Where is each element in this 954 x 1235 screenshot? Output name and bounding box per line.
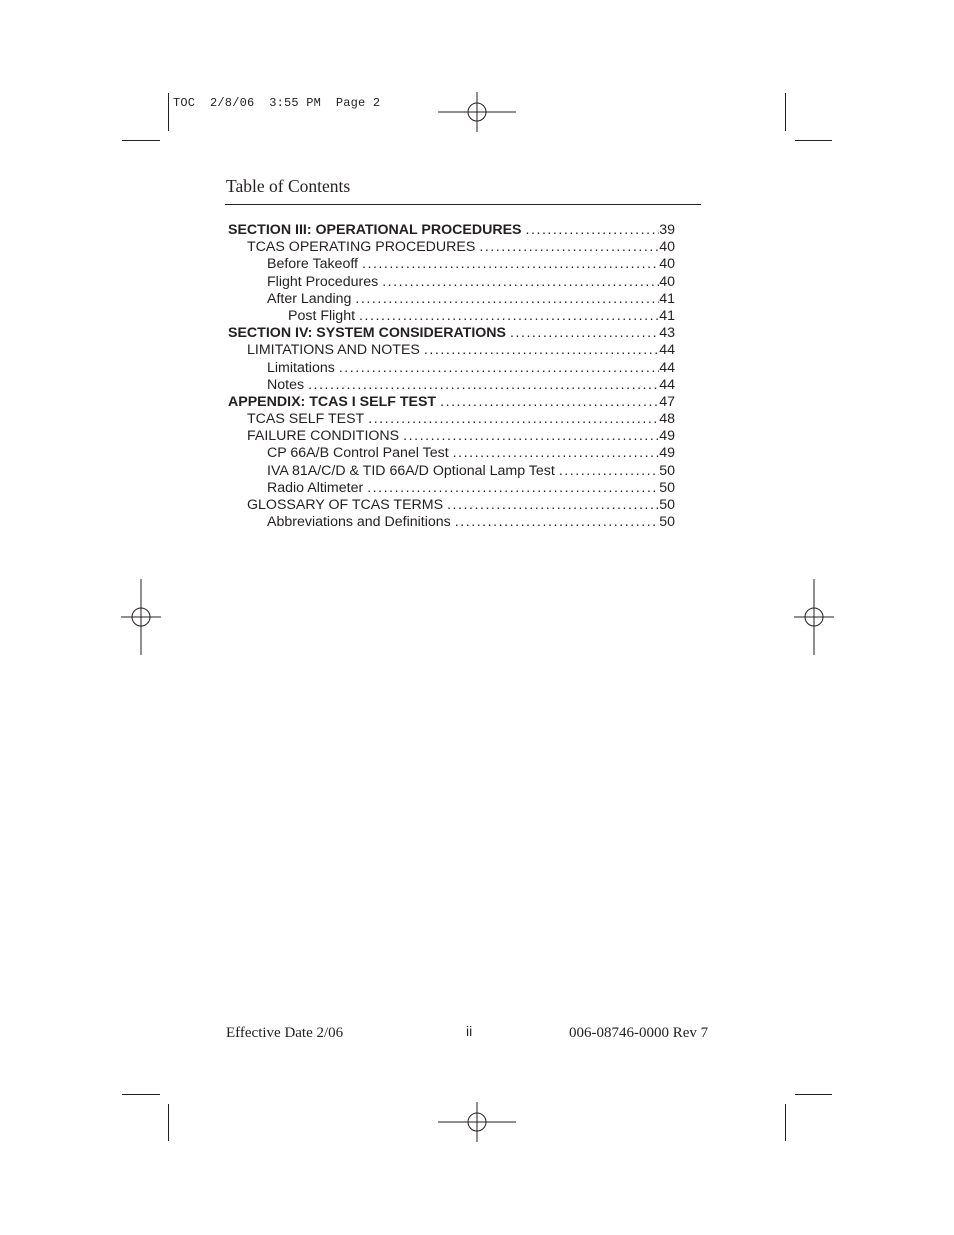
toc-entry bbox=[228, 445, 675, 462]
toc-entry-page: 50 bbox=[659, 497, 675, 513]
toc-leader-dots bbox=[453, 445, 660, 462]
toc-entry-page: 44 bbox=[659, 359, 675, 376]
toc-entry bbox=[228, 411, 675, 428]
registration-mark-left-icon bbox=[121, 579, 161, 655]
toc-leader-dots bbox=[440, 394, 659, 411]
toc-entry bbox=[228, 222, 675, 239]
effective-date: Effective Date 2/06 bbox=[226, 1025, 344, 1041]
document-number: 006-08746-0000 Rev 7 bbox=[569, 1025, 709, 1041]
toc-leader-dots bbox=[479, 239, 659, 256]
toc-entry-label: Radio Altimeter bbox=[267, 479, 364, 496]
toc-leader-dots bbox=[339, 360, 659, 377]
toc-entry-label: APPENDIX: TCAS I SELF TEST bbox=[228, 393, 437, 410]
toc-entry-label: LIMITATIONS AND NOTES bbox=[247, 342, 420, 359]
registration-mark-top-icon bbox=[438, 92, 516, 132]
toc-leader-dots bbox=[359, 308, 659, 325]
print-slug: TOC 2/8/06 3:55 PM Page 2 bbox=[173, 96, 381, 110]
registration-mark-bottom-icon bbox=[438, 1102, 516, 1142]
toc-entry-label: After Landing bbox=[267, 290, 352, 307]
toc-leader-dots bbox=[308, 377, 659, 394]
crop-mark-bottom-right-vertical bbox=[785, 1104, 786, 1141]
toc-entry-label: Abbreviations and Definitions bbox=[267, 514, 451, 531]
crop-mark-bottom-left-vertical bbox=[168, 1104, 169, 1141]
toc-entry bbox=[228, 463, 675, 480]
toc-entry-label: GLOSSARY OF TCAS TERMS bbox=[247, 497, 444, 513]
toc-leader-dots bbox=[510, 325, 659, 342]
toc-leader-dots bbox=[455, 514, 659, 531]
toc-leader-dots bbox=[382, 274, 659, 291]
toc-entry-label: IVA 81A/C/D & TID 66A/D Optional Lamp Test bbox=[267, 462, 555, 479]
page-title: Table of Contents bbox=[226, 176, 351, 196]
toc-entry-page: 41 bbox=[659, 307, 675, 324]
toc-entry-page: 40 bbox=[659, 239, 675, 256]
toc-entry bbox=[228, 256, 675, 273]
crop-mark-top-left-vertical bbox=[168, 93, 169, 131]
toc-entry bbox=[228, 480, 675, 497]
toc-entry-label: Flight Procedures bbox=[267, 273, 379, 290]
toc-entry-label: TCAS OPERATING PROCEDURES bbox=[247, 239, 476, 256]
toc-entry-label: Notes bbox=[267, 376, 305, 393]
crop-mark-top-left-horizontal bbox=[122, 140, 160, 141]
toc-entry-page: 49 bbox=[659, 445, 675, 462]
toc-entry bbox=[228, 308, 675, 325]
toc-entry-page: 44 bbox=[659, 342, 675, 359]
toc-entry-page: 49 bbox=[659, 428, 675, 445]
toc-entry-label: Post Flight bbox=[288, 307, 356, 324]
toc-entry bbox=[228, 291, 675, 308]
toc-entry-page: 41 bbox=[659, 290, 675, 307]
toc-leader-dots bbox=[447, 497, 659, 514]
toc-leader-dots bbox=[355, 291, 659, 308]
toc-entry-label: TCAS SELF TEST bbox=[247, 411, 365, 428]
toc-leader-dots bbox=[526, 222, 660, 239]
toc-entry-page: 39 bbox=[659, 222, 675, 238]
toc-leader-dots bbox=[362, 256, 659, 273]
toc-entry-page: 50 bbox=[659, 462, 675, 479]
toc-entry-label: FAILURE CONDITIONS bbox=[247, 428, 400, 445]
toc-leader-dots bbox=[368, 411, 659, 428]
toc-entry-page: 40 bbox=[659, 273, 675, 290]
toc-entry-label: SECTION III: OPERATIONAL PROCEDURES bbox=[228, 222, 522, 238]
toc-leader-dots bbox=[424, 342, 659, 359]
crop-mark-top-right-vertical bbox=[785, 93, 786, 131]
toc-entry bbox=[228, 274, 675, 291]
registration-mark-right-icon bbox=[794, 579, 834, 655]
crop-mark-top-right-horizontal bbox=[795, 140, 832, 141]
toc-list bbox=[228, 222, 675, 531]
header-rule bbox=[225, 204, 701, 205]
toc-entry bbox=[228, 360, 675, 377]
toc-entry-page: 48 bbox=[659, 411, 675, 428]
toc-entry bbox=[228, 514, 675, 531]
toc-leader-dots bbox=[367, 480, 659, 497]
toc-entry-page: 50 bbox=[659, 514, 675, 531]
toc-entry-page: 43 bbox=[659, 325, 675, 342]
toc-entry bbox=[228, 428, 675, 445]
toc-entry-page: 50 bbox=[659, 479, 675, 496]
toc-entry bbox=[228, 497, 675, 514]
toc-entry-label: Before Takeoff bbox=[267, 256, 358, 273]
toc-entry bbox=[228, 394, 675, 411]
crop-mark-bottom-right-horizontal bbox=[795, 1094, 832, 1095]
page-number: ii bbox=[466, 1023, 473, 1039]
toc-entry-page: 47 bbox=[659, 393, 675, 410]
crop-mark-bottom-left-horizontal bbox=[122, 1094, 160, 1095]
toc-entry bbox=[228, 239, 675, 256]
toc-entry-label: SECTION IV: SYSTEM CONSIDERATIONS bbox=[228, 325, 506, 342]
toc-entry bbox=[228, 342, 675, 359]
toc-entry-label: Limitations bbox=[267, 359, 335, 376]
toc-entry bbox=[228, 377, 675, 394]
toc-entry-page: 44 bbox=[659, 376, 675, 393]
toc-leader-dots bbox=[559, 463, 659, 480]
toc-entry-page: 40 bbox=[659, 256, 675, 273]
toc-entry-label: CP 66A/B Control Panel Test bbox=[267, 445, 449, 462]
toc-leader-dots bbox=[403, 428, 659, 445]
toc-entry bbox=[228, 325, 675, 342]
